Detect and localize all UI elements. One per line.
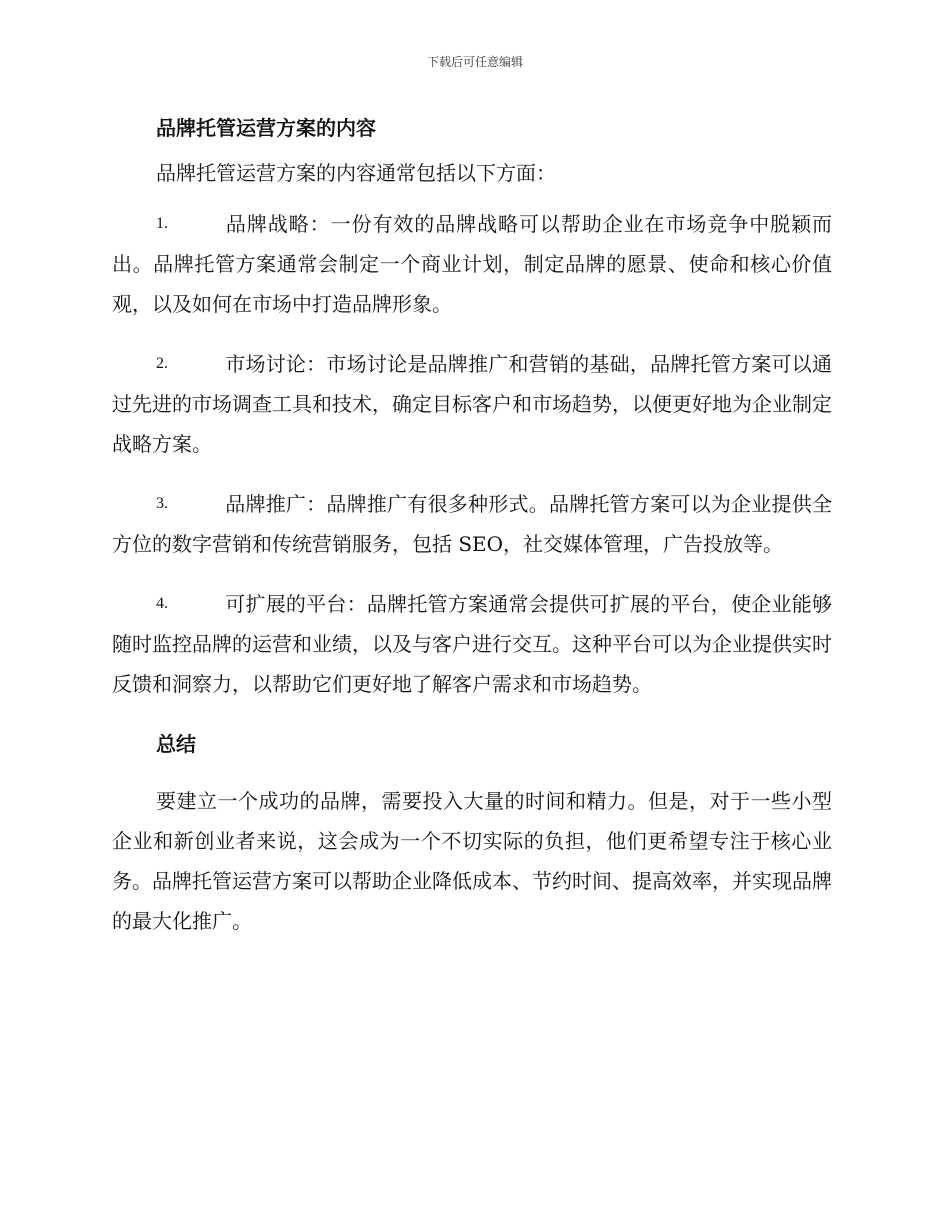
list-item-number: 1.	[156, 215, 168, 232]
content-list	[112, 204, 832, 704]
list-item	[112, 484, 832, 564]
list-item-number: 2.	[156, 355, 168, 372]
document-title: 品牌托管运营方案的内容	[156, 116, 376, 140]
list-item-text: 市场讨论：市场讨论是品牌推广和营销的基础，品牌托管方案可以通过先进的市场调查工具和技术，确定目标客户和市场趋势，以便更好地为企业制定战略方案。	[112, 352, 832, 456]
summary-paragraph: 要建立一个成功的品牌，需要投入大量的时间和精力。但是，对于一些小型企业和新创业者来说，这会成为一个不切实际的负担，他们更希望专注于核心业务。品牌托管运营方案可以帮助企业降低成本、节约时间、提高效率，并实现品牌的最大化推广。	[112, 789, 832, 933]
intro-paragraph: 品牌托管运营方案的内容通常包括以下方面：	[156, 161, 556, 185]
list-item-number: 3.	[156, 495, 168, 512]
header-note: 下载后可任意编辑	[426, 55, 523, 69]
list-item	[112, 344, 832, 464]
document-content	[112, 108, 832, 941]
list-item-text: 可扩展的平台：品牌托管方案通常会提供可扩展的平台，使企业能够随时监控品牌的运营和业绩，以及与客户进行交互。这种平台可以为企业提供实时反馈和洞察力，以帮助它们更好地了解客户需求和市场趋势。	[112, 592, 832, 696]
list-item-text: 品牌推广：品牌推广有很多种形式。品牌托管方案可以为企业提供全方位的数字营销和传统营销服务，包括 SEO，社交媒体管理，广告投放等。	[112, 492, 832, 556]
summary-heading: 总结	[156, 732, 196, 756]
list-item-text: 品牌战略：一份有效的品牌战略可以帮助企业在市场竞争中脱颖而出。品牌托管方案通常会制定一个商业计划，制定品牌的愿景、使命和核心价值观，以及如何在市场中打造品牌形象。	[112, 212, 832, 316]
list-item-number: 4.	[156, 595, 168, 612]
list-item	[112, 204, 832, 324]
list-item	[112, 584, 832, 704]
